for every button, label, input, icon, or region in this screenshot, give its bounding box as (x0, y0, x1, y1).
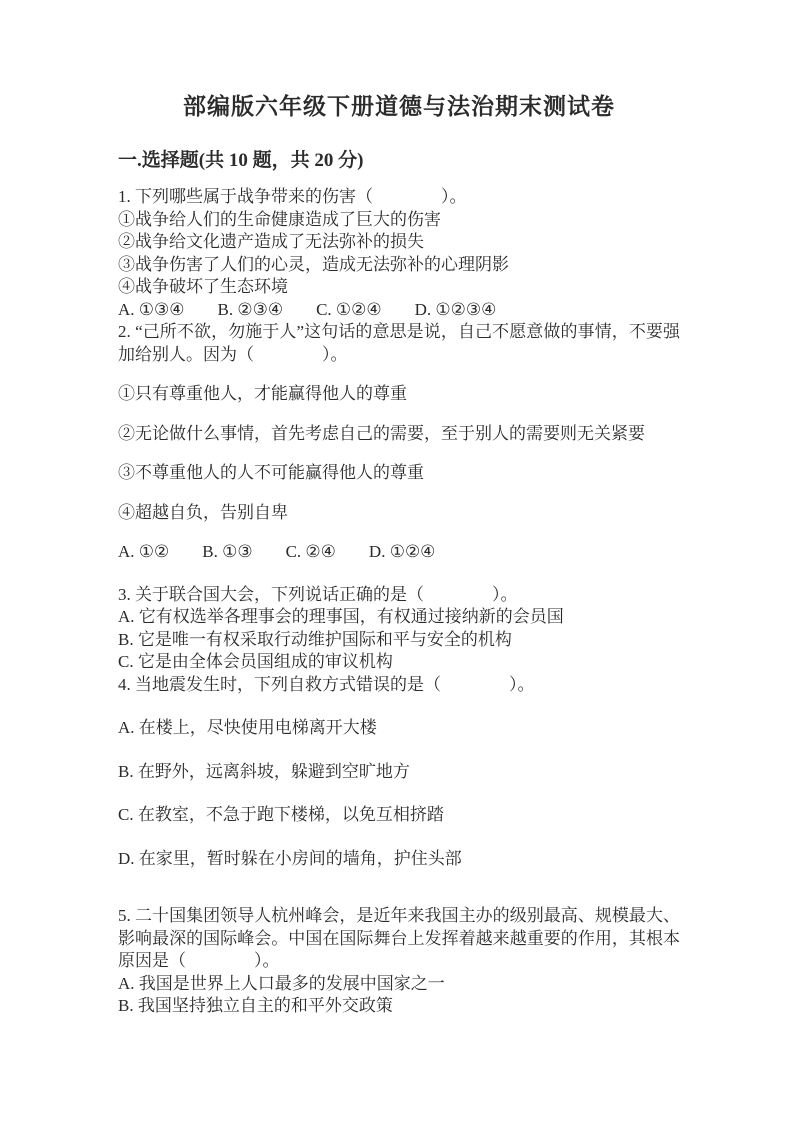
answer-option: A. 在楼上，尽快使用电梯离开大楼 (118, 718, 377, 737)
option-a: A. ①③④ (118, 299, 185, 319)
option-b: B. ②③④ (217, 299, 284, 319)
option-b: B. ①③ (202, 542, 253, 561)
question-1 (118, 186, 680, 321)
answer-option: D. 在家里，暂时躲在小房间的墙角，护住头部 (118, 848, 462, 868)
question-subitem: ④战争破坏了生态环境 (118, 277, 288, 296)
question-subitem: ①战争给人们的生命健康造成了巨大的伤害 (118, 209, 441, 229)
question-4 (118, 674, 680, 871)
question-stem: 5. 二十国集团领导人杭州峰会，是近年来我国主办的级别最高、规模最大、影响最深的国际峰会。中国在国际舞台上发挥着越来越重要的作用，其根本原因是（ ）。 (118, 906, 680, 970)
question-subitem: ③战争伤害了人们的心灵，造成无法弥补的心理阴影 (118, 254, 509, 274)
option-d: D. ①②③④ (414, 299, 497, 319)
question-2 (118, 321, 680, 564)
question-subitem: ③不尊重他人的人不可能赢得他人的尊重 (118, 463, 424, 482)
answer-option: B. 我国坚持独立自主的和平外交政策 (118, 996, 393, 1015)
answer-option: C. 它是由全体会员国组成的审议机构 (118, 652, 393, 671)
option-a: A. ①② (118, 542, 170, 561)
question-stem: 4. 当地震发生时，下列自救方式错误的是（ ）。 (118, 674, 535, 694)
question-3 (118, 584, 680, 674)
options-row (118, 299, 680, 322)
section-heading: 一.选择题(共 10 题，共 20 分) (118, 150, 364, 171)
question-subitem: ④超越自负，告别自卑 (118, 502, 288, 522)
question-stem: 3. 关于联合国大会，下列说话正确的是（ ）。 (118, 584, 518, 604)
option-c: C. ②④ (285, 542, 336, 561)
option-d: D. ①②④ (368, 542, 436, 561)
question-subitem: ①只有尊重他人，才能赢得他人的尊重 (118, 384, 407, 403)
answer-option: A. 我国是世界上人口最多的发展中国家之一 (118, 973, 445, 993)
answer-option: B. 在野外，远离斜坡，躲避到空旷地方 (118, 761, 410, 781)
question-stem: 1. 下列哪些属于战争带来的伤害（ ）。 (118, 187, 467, 206)
answer-option: A. 它有权选举各理事会的理事国，有权通过接纳新的会员国 (118, 607, 564, 626)
page-title: 部编版六年级下册道德与法治期末测试卷 (183, 94, 615, 119)
answer-option: C. 在教室，不急于跑下楼梯，以免互相挤踏 (118, 805, 444, 824)
question-5 (118, 905, 680, 1018)
question-stem: 2. “己所不欲，勿施于人”这句话的意思是说，自己不愿意做的事情，不要强加给别人。因为（ ）。 (118, 322, 680, 364)
options-row (118, 541, 680, 564)
question-subitem: ②战争给文化遗产造成了无法弥补的损失 (118, 232, 424, 251)
answer-option: B. 它是唯一有权采取行动维护国际和平与安全的机构 (118, 629, 512, 649)
question-subitem: ②无论做什么事情，首先考虑自己的需要，至于别人的需要则无关紧要 (118, 423, 645, 443)
option-c: C. ①②④ (316, 299, 382, 319)
